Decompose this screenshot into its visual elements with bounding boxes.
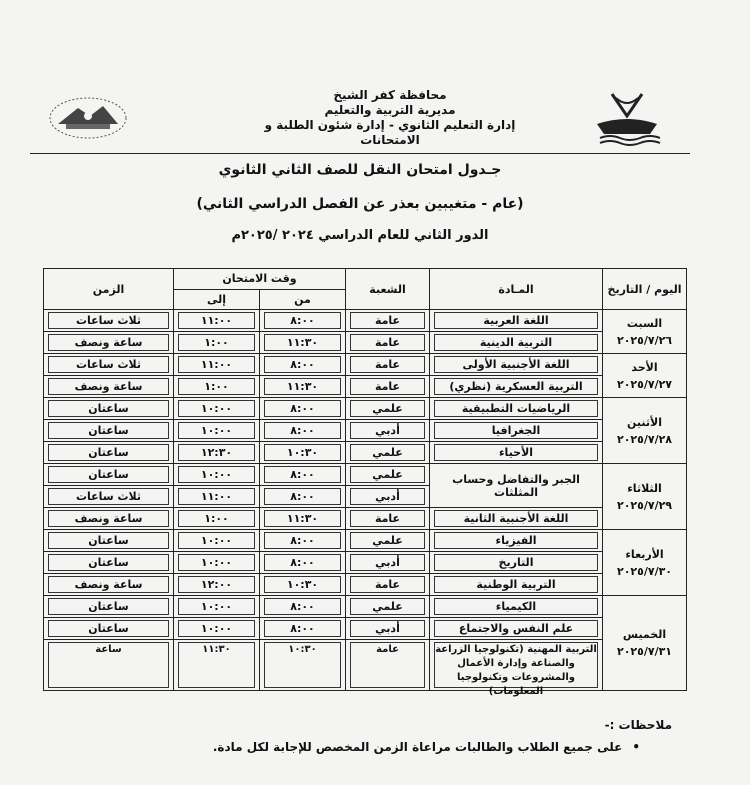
branch-value: علمي	[350, 466, 425, 483]
duration-value: ساعة	[48, 642, 169, 688]
day-date-cell	[603, 354, 687, 398]
exam-date: ٢٠٢٥/٧/٢٨	[616, 432, 673, 446]
document-page	[30, 82, 690, 782]
time-from: ٨:٠٠	[264, 312, 341, 329]
duration-value: ثلاث ساعات	[48, 356, 169, 373]
day-name: الثلاثاء	[627, 481, 662, 495]
exam-date: ٢٠٢٥/٧/٣٠	[616, 564, 673, 578]
time-to: ١:٠٠	[178, 510, 255, 527]
subject-name: الأحياء	[434, 444, 598, 461]
branch-value: عامة	[350, 334, 425, 351]
subject-name: التربية الدينية	[434, 334, 598, 351]
time-to: ١١:٣٠	[178, 642, 255, 688]
exam-date: ٢٠٢٥/٧/٣١	[616, 645, 673, 658]
col-from: من	[260, 289, 346, 310]
branch-value: عامة	[350, 356, 425, 373]
schedule-title: جـدول امتحان النقل للصف الثاني الثانوي	[218, 162, 502, 178]
governorate-emblem-icon	[592, 90, 662, 146]
notes-section	[30, 718, 690, 754]
branch-value: أدبي	[350, 554, 425, 571]
subject-name: الجغرافيا	[434, 422, 598, 439]
table-row	[44, 618, 687, 640]
note-item: • على جميع الطلاب والطالبات مراعاة الزمن المخصص للإجابة لكل مادة.	[30, 740, 690, 754]
time-from: ١٠:٣٠	[264, 642, 341, 688]
table-row	[44, 574, 687, 596]
time-from: ٨:٠٠	[264, 488, 341, 505]
department-name: إدارة التعليم الثانوي - إدارة شئون الطلبة و الامتحانات	[264, 118, 516, 147]
subject-name: التربية الوطنية	[434, 576, 598, 593]
time-to: ١٢:٣٠	[178, 444, 255, 461]
time-from: ٨:٠٠	[264, 598, 341, 615]
branch-value: عامة	[350, 312, 425, 329]
table-row	[44, 596, 687, 618]
time-from: ٨:٠٠	[264, 356, 341, 373]
time-from: ١١:٣٠	[264, 334, 341, 351]
duration-value: ساعتان	[48, 620, 169, 637]
branch-value: عامة	[350, 378, 425, 395]
branch-value: أدبي	[350, 620, 425, 637]
time-to: ١٠:٠٠	[178, 400, 255, 417]
branch-value: عامة	[350, 642, 425, 688]
subject-name: اللغة العربية	[434, 312, 598, 329]
time-from: ٨:٠٠	[264, 620, 341, 637]
duration-value: ساعة ونصف	[48, 378, 169, 395]
duration-value: ساعتان	[48, 554, 169, 571]
ministry-logo-icon	[48, 94, 128, 140]
issuing-authority	[240, 88, 540, 148]
branch-value: عامة	[350, 576, 425, 593]
duration-value: ساعتان	[48, 400, 169, 417]
time-to: ١١:٠٠	[178, 312, 255, 329]
duration-value: ساعتان	[48, 466, 169, 483]
time-to: ١٠:٠٠	[178, 554, 255, 571]
duration-value: ساعتان	[48, 598, 169, 615]
duration-value: ساعة ونصف	[48, 510, 169, 527]
time-to: ١٢:٠٠	[178, 576, 255, 593]
time-to: ١٠:٠٠	[178, 620, 255, 637]
table-row	[44, 508, 687, 530]
subject-name: التربية العسكرية (نظري)	[434, 378, 598, 395]
day-date-cell	[603, 596, 687, 691]
col-branch: الشعبة	[346, 269, 430, 310]
table-row	[44, 332, 687, 354]
day-name: الأثنين	[627, 415, 662, 429]
branch-value: علمي	[350, 400, 425, 417]
time-from: ١٠:٣٠	[264, 576, 341, 593]
time-from: ٨:٠٠	[264, 554, 341, 571]
duration-value: ثلاث ساعات	[48, 312, 169, 329]
exam-schedule-table	[43, 268, 687, 697]
notes-heading: ملاحظات :-	[604, 718, 672, 732]
table-row	[44, 530, 687, 552]
time-from: ١١:٣٠	[264, 378, 341, 395]
table-row	[44, 640, 687, 691]
day-date-cell	[603, 530, 687, 596]
branch-value: عامة	[350, 510, 425, 527]
table-row	[44, 398, 687, 420]
exam-date: ٢٠٢٥/٧/٢٧	[616, 377, 673, 391]
document-titles	[30, 162, 690, 250]
time-from: ١٠:٣٠	[264, 444, 341, 461]
time-to: ١:٠٠	[178, 378, 255, 395]
duration-value: ساعة ونصف	[48, 334, 169, 351]
table-row	[44, 376, 687, 398]
table-row	[44, 464, 687, 486]
col-subject: المـادة	[430, 269, 603, 310]
branch-value: أدبي	[350, 488, 425, 505]
time-from: ١١:٣٠	[264, 510, 341, 527]
day-date-cell	[603, 464, 687, 530]
time-from: ٨:٠٠	[264, 466, 341, 483]
subject-name: التاريخ	[434, 554, 598, 571]
branch-value: أدبي	[350, 422, 425, 439]
table-row	[44, 552, 687, 574]
table-row	[44, 354, 687, 376]
time-from: ٨:٠٠	[264, 422, 341, 439]
subject-name: الجبر والتفاضل وحساب المثلثات	[452, 472, 580, 499]
subject-name: الفيزياء	[434, 532, 598, 549]
duration-value: ساعتان	[48, 422, 169, 439]
time-to: ١٠:٠٠	[178, 598, 255, 615]
duration-value: ساعتان	[48, 444, 169, 461]
day-date-cell	[603, 310, 687, 354]
header-divider	[30, 153, 690, 154]
duration-value: ساعة ونصف	[48, 576, 169, 593]
time-to: ١١:٠٠	[178, 488, 255, 505]
day-name: الأربعاء	[625, 547, 664, 561]
time-from: ٨:٠٠	[264, 532, 341, 549]
governorate-name: محافظة كفر الشيخ	[333, 88, 447, 102]
table-row	[44, 442, 687, 464]
subject-name: اللغة الأجنبية الأولى	[434, 356, 598, 373]
schedule-subtitle: (عام - متغيبين بعذر عن الفصل الدراسي الثاني)	[196, 196, 524, 212]
time-to: ١٠:٠٠	[178, 466, 255, 483]
day-name: الخميس	[622, 628, 667, 641]
subject-name: الرياضيات التطبيقية	[434, 400, 598, 417]
time-from: ٨:٠٠	[264, 400, 341, 417]
table-row	[44, 420, 687, 442]
day-name: السبت	[626, 316, 663, 330]
letterhead	[30, 82, 690, 154]
col-duration: الزمن	[44, 269, 174, 310]
col-day-date: اليوم / التاريخ	[603, 269, 687, 310]
day-date-cell	[603, 398, 687, 464]
duration-value: ثلاث ساعات	[48, 488, 169, 505]
branch-value: علمي	[350, 444, 425, 461]
subject-name: اللغة الأجنبية الثانية	[434, 510, 598, 527]
subject-name: الكيمياء	[434, 598, 598, 615]
day-name: الأحد	[631, 360, 658, 374]
merged-subject-cell	[430, 464, 603, 508]
directorate-name: مديرية التربية والتعليم	[324, 103, 456, 117]
exam-date: ٢٠٢٥/٧/٢٦	[616, 333, 673, 347]
table-row	[44, 310, 687, 332]
subject-name: التربية المهنية (تكنولوجيا الزراعة والصناعة وإدارة الأعمال والمشروعات وتكنولوجيا المعلومات)	[435, 644, 597, 697]
exam-date: ٢٠٢٥/٧/٢٩	[616, 498, 673, 512]
branch-value: علمي	[350, 532, 425, 549]
time-to: ١٠:٠٠	[178, 532, 255, 549]
branch-value: علمي	[350, 598, 425, 615]
time-to: ١١:٠٠	[178, 356, 255, 373]
subject-name: علم النفس والاجتماع	[434, 620, 598, 637]
duration-value: ساعتان	[48, 532, 169, 549]
col-to: إلى	[174, 289, 260, 310]
schedule-body	[44, 310, 687, 697]
col-exam-time: وقت الامتحان	[174, 269, 346, 290]
academic-year: الدور الثاني للعام الدراسي ٢٠٢٤ /٢٠٢٥م	[231, 228, 489, 243]
time-to: ١٠:٠٠	[178, 422, 255, 439]
time-to: ١:٠٠	[178, 334, 255, 351]
